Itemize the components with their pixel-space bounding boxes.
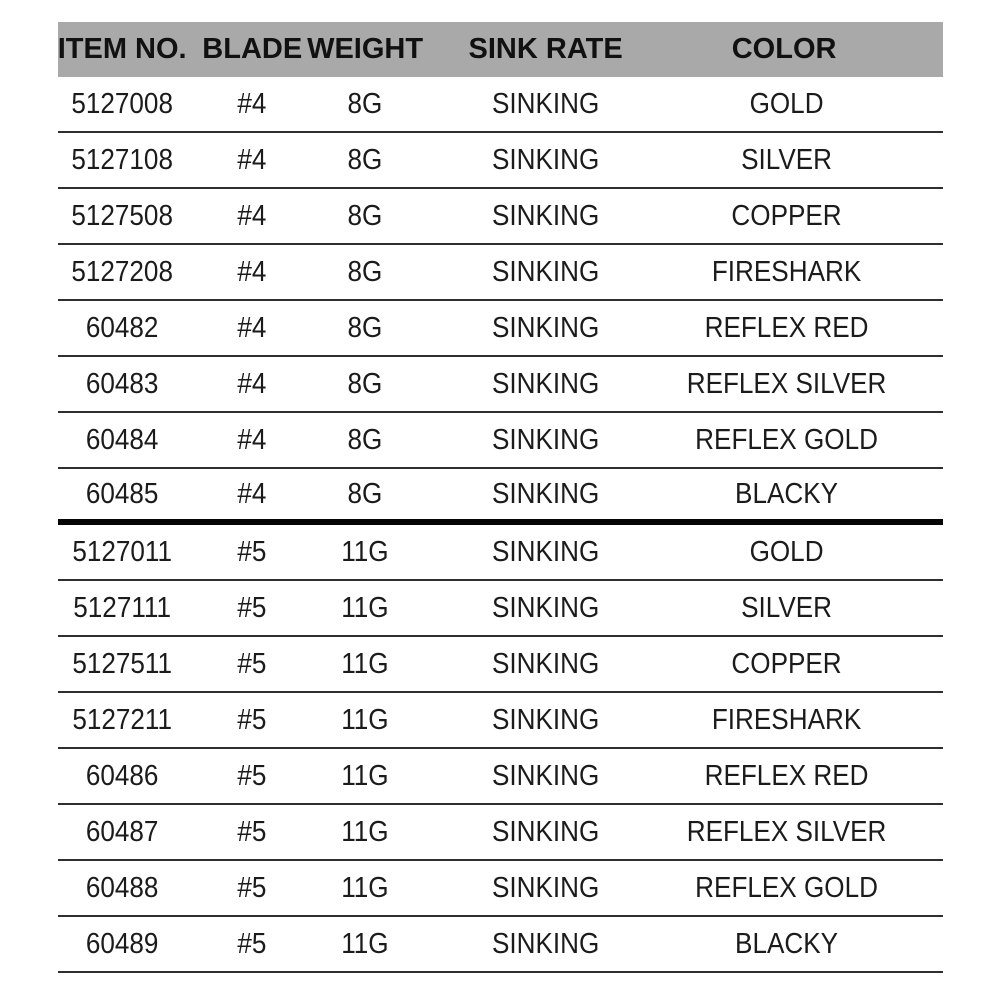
cell-sink-rate: SINKING (491, 591, 600, 624)
cell-item-no: 60482 (85, 311, 159, 344)
table-row (58, 805, 943, 861)
cell-item-no: 60483 (85, 367, 159, 400)
table-header (58, 22, 943, 77)
table-row (58, 77, 943, 133)
cell-sink-rate: SINKING (491, 199, 600, 232)
cell-weight: 11G (341, 815, 389, 848)
table-row (58, 525, 943, 581)
cell-color: SILVER (741, 143, 833, 176)
cell-weight: 8G (347, 477, 383, 510)
cell-blade: #4 (237, 367, 267, 400)
cell-weight: 11G (341, 703, 389, 736)
cell-blade: #4 (237, 255, 267, 288)
cell-color: REFLEX GOLD (695, 871, 879, 904)
spec-table (58, 22, 943, 973)
cell-sink-rate: SINKING (491, 759, 600, 792)
cell-color: COPPER (731, 199, 842, 232)
cell-item-no: 5127111 (73, 591, 172, 624)
cell-sink-rate: SINKING (491, 477, 600, 510)
cell-blade: #5 (237, 871, 267, 904)
table-row (58, 357, 943, 413)
cell-item-no: 60489 (85, 927, 159, 960)
cell-weight: 8G (347, 143, 383, 176)
column-header-blade: BLADE (202, 33, 303, 65)
cell-item-no: 5127208 (71, 255, 173, 288)
cell-sink-rate: SINKING (491, 367, 600, 400)
cell-color: FIRESHARK (712, 703, 862, 736)
cell-sink-rate: SINKING (491, 815, 600, 848)
cell-blade: #5 (237, 647, 267, 680)
cell-weight: 8G (347, 423, 383, 456)
cell-weight: 11G (341, 535, 389, 568)
cell-sink-rate: SINKING (491, 535, 600, 568)
cell-color: GOLD (749, 535, 824, 568)
cell-color: REFLEX RED (704, 759, 869, 792)
cell-color: SILVER (741, 591, 833, 624)
cell-sink-rate: SINKING (491, 927, 600, 960)
cell-weight: 8G (347, 367, 383, 400)
cell-color: REFLEX SILVER (686, 815, 887, 848)
cell-item-no: 60487 (85, 815, 159, 848)
cell-weight: 8G (347, 199, 383, 232)
cell-blade: #4 (237, 311, 267, 344)
cell-blade: #5 (237, 815, 267, 848)
table-row (58, 469, 943, 525)
column-header-item-no: ITEM NO. (57, 33, 187, 65)
cell-weight: 8G (347, 255, 383, 288)
cell-weight: 11G (341, 591, 389, 624)
cell-sink-rate: SINKING (491, 143, 600, 176)
cell-sink-rate: SINKING (491, 703, 600, 736)
cell-weight: 8G (347, 311, 383, 344)
column-header-color: COLOR (731, 33, 837, 65)
cell-item-no: 5127008 (71, 87, 173, 120)
cell-sink-rate: SINKING (491, 423, 600, 456)
cell-sink-rate: SINKING (491, 871, 600, 904)
table-row (58, 693, 943, 749)
cell-blade: #4 (237, 143, 267, 176)
column-header-sink-rate: SINK RATE (468, 33, 623, 65)
cell-blade: #4 (237, 199, 267, 232)
table-row (58, 301, 943, 357)
cell-item-no: 60484 (85, 423, 159, 456)
cell-color: GOLD (749, 87, 824, 120)
table-row (58, 189, 943, 245)
cell-color: REFLEX RED (704, 311, 869, 344)
cell-weight: 11G (341, 759, 389, 792)
table-row (58, 413, 943, 469)
table-row (58, 917, 943, 973)
cell-weight: 11G (341, 927, 389, 960)
cell-item-no: 60485 (85, 477, 159, 510)
cell-color: REFLEX GOLD (695, 423, 879, 456)
cell-blade: #5 (237, 703, 267, 736)
cell-sink-rate: SINKING (491, 255, 600, 288)
cell-item-no: 5127511 (72, 647, 172, 680)
table-row (58, 133, 943, 189)
table-row (58, 749, 943, 805)
column-header-weight: WEIGHT (307, 33, 424, 65)
table-row (58, 245, 943, 301)
cell-weight: 11G (341, 871, 389, 904)
cell-sink-rate: SINKING (491, 647, 600, 680)
cell-item-no: 5127211 (72, 703, 172, 736)
cell-color: BLACKY (735, 927, 839, 960)
cell-blade: #5 (237, 759, 267, 792)
table-row (58, 581, 943, 637)
cell-blade: #4 (237, 87, 267, 120)
cell-sink-rate: SINKING (491, 311, 600, 344)
cell-item-no: 5127011 (72, 535, 172, 568)
cell-blade: #5 (237, 591, 267, 624)
cell-sink-rate: SINKING (491, 87, 600, 120)
cell-weight: 11G (341, 647, 389, 680)
cell-item-no: 5127508 (71, 199, 173, 232)
table-row (58, 861, 943, 917)
cell-color: REFLEX SILVER (686, 367, 887, 400)
cell-color: FIRESHARK (712, 255, 862, 288)
table-row (58, 637, 943, 693)
cell-item-no: 5127108 (71, 143, 173, 176)
cell-blade: #5 (237, 927, 267, 960)
cell-item-no: 60486 (85, 759, 159, 792)
cell-color: COPPER (731, 647, 842, 680)
cell-blade: #4 (237, 423, 267, 456)
cell-item-no: 60488 (85, 871, 159, 904)
table-body (58, 77, 943, 973)
cell-weight: 8G (347, 87, 383, 120)
cell-blade: #5 (237, 535, 267, 568)
cell-blade: #4 (237, 477, 267, 510)
cell-color: BLACKY (735, 477, 839, 510)
